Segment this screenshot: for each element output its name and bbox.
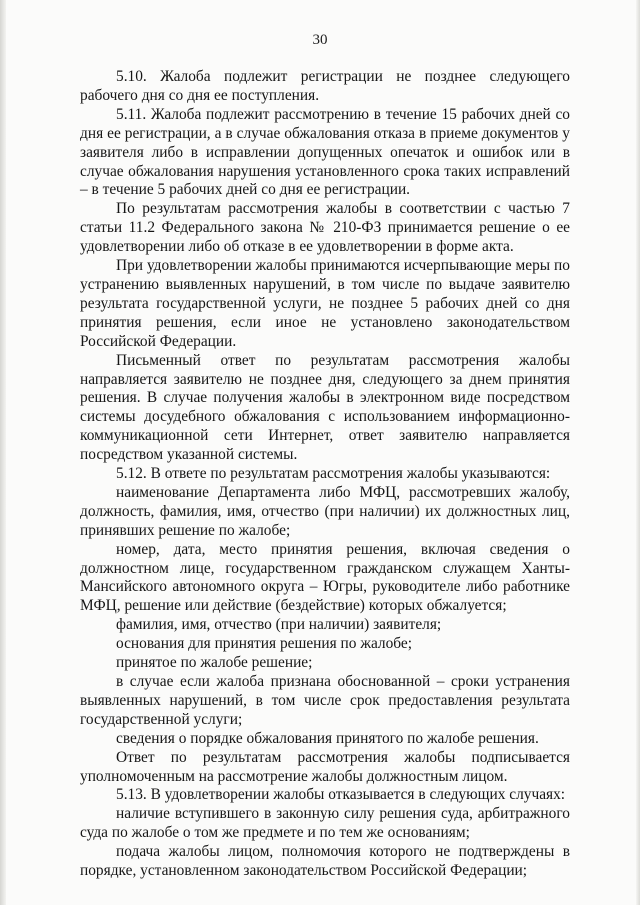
paragraph-written-answer: Письменный ответ по результатам рассмотрения жалобы направляется заявителю не позднее дня, следующего за днем принятия решения. В случае получения жалобы в электронном виде посредством системы досудебного обжалования с использованием информационно-коммуникационной сети Интернет, ответ заявителю направляется посредством указанной системы.: [80, 351, 570, 464]
document-body: [80, 68, 570, 881]
paragraph-satisfaction-measures: При удовлетворении жалобы принимаются исчерпывающие меры по устранению выявленных нарушений, в том числе по выдаче заявителю результата государственной услуги, не позднее 5 рабочих дней со дня принятия решения, если иное не установлено законодательством Российской Федерации.: [80, 257, 570, 350]
list-item-appeal-procedure: сведения о порядке обжалования принятого по жалобе решения.: [116, 729, 539, 747]
paragraph-answer-signature: Ответ по результатам рассмотрения жалобы подписывается уполномоченным на рассмотрение жалобы должностным лицом.: [80, 748, 570, 785]
page-number: 30: [312, 32, 328, 48]
paragraph-decision: По результатам рассмотрения жалобы в соответствии с частью 7 статьи 11.2 Федерального закона № 210-ФЗ принимается решение о ее удовлетворении либо об отказе в ее удовлетворении в форме акта.: [80, 200, 570, 256]
scan-edge-left: [0, 0, 6, 905]
list-item-decision-grounds: основания для принятия решения по жалобе;: [116, 635, 413, 653]
paragraph-5-10: 5.10. Жалоба подлежит регистрации не позднее следующего рабочего дня со дня ее поступления.: [80, 68, 570, 104]
paragraph-5-11: 5.11. Жалоба подлежит рассмотрению в течение 15 рабочих дней со дня ее регистрации, а в случае обжалования отказа в приеме документов у заявителя либо в исправлении допущенных опечаток и ошибок или в случае обжалования нарушения установленного срока таких исправлений – в течение 5 рабочих дней со дня ее регистрации.: [80, 105, 570, 199]
list-item-decision: принятое по жалобе решение;: [116, 654, 313, 672]
list-item-court-decision: наличие вступившего в законную силу решения суда, арбитражного суда по жалобе о том же предмете и по тем же основаниям;: [80, 805, 570, 842]
list-item-department-name: наименование Департамента либо МФЦ, рассмотревших жалобу, должность, фамилия, имя, отчество (при наличии) их должностных лиц, принявших решение по жалобе;: [80, 483, 570, 539]
paragraph-5-12: 5.12. В ответе по результатам рассмотрения жалобы указываются:: [116, 465, 551, 483]
list-item-decision-details: номер, дата, место принятия решения, включая сведения о должностном лице, государственном гражданском служащем Ханты-Мансийского автономного округа – Югры, руководителе либо работнике МФЦ, решение или действие (бездействие) которых обжалуется;: [80, 540, 570, 615]
list-item-unconfirmed-authority: подача жалобы лицом, полномочия которого не подтверждены в порядке, установленном законодательством Российской Федерации;: [80, 843, 570, 880]
paragraph-5-13: 5.13. В удовлетворении жалобы отказывается в следующих случаях:: [116, 786, 566, 804]
list-item-remedy-terms: в случае если жалоба признана обоснованной – сроки устранения выявленных нарушений, в том числе срок предоставления результата государственной услуги;: [80, 673, 570, 728]
scan-edge-right: [636, 0, 640, 905]
list-item-applicant-name: фамилия, имя, отчество (при наличии) заявителя;: [116, 616, 442, 634]
